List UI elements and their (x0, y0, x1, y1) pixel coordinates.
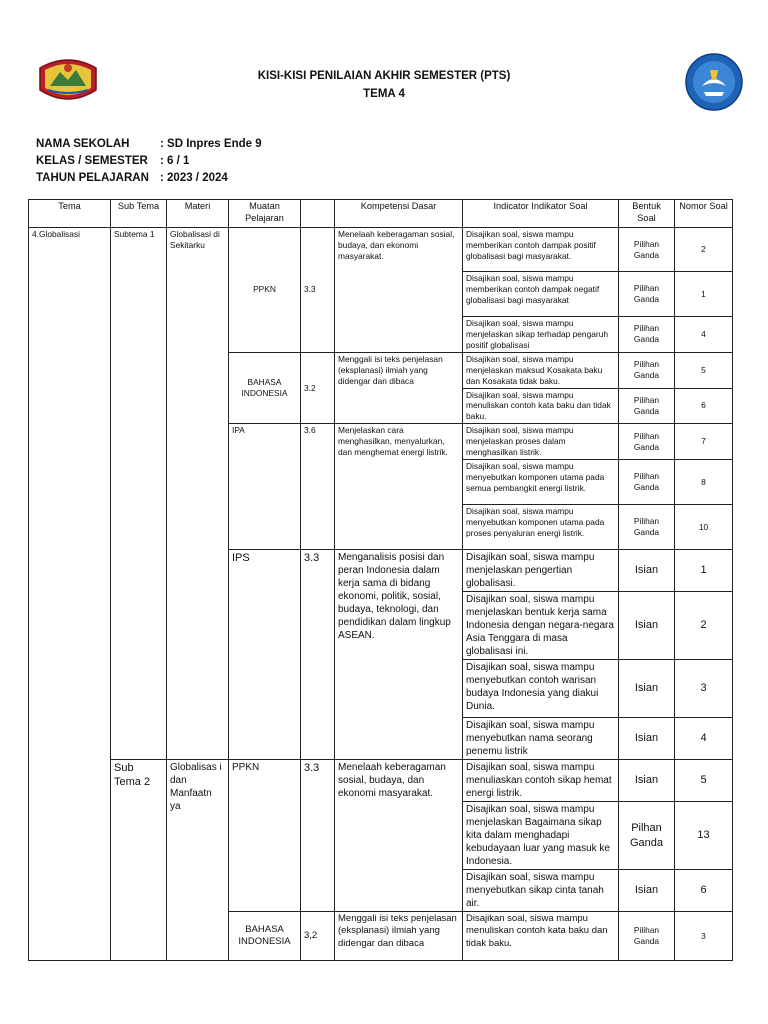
table-row (29, 760, 733, 802)
muatan-cell: IPS (229, 550, 301, 760)
col-header-indikator: Indicator Indikator Soal (463, 200, 619, 228)
nomor-cell: 8 (675, 460, 733, 505)
info-value: : 6 / 1 (160, 155, 190, 167)
nomor-cell: 6 (675, 388, 733, 424)
nomor-cell: 1 (675, 272, 733, 317)
bentuk-cell: Pilihan Ganda (619, 228, 675, 272)
bentuk-cell: Pilihan Ganda (619, 352, 675, 388)
nomor-cell: 5 (675, 760, 733, 802)
nomor-cell: 1 (675, 550, 733, 592)
bentuk-cell: Pilihan Ganda (619, 388, 675, 424)
nomor-cell: 6 (675, 870, 733, 912)
muatan-cell: IPA (229, 424, 301, 550)
col-header-kompetensi: Kompetensi Dasar (335, 200, 463, 228)
nomor-cell: 7 (675, 424, 733, 460)
kompetensi-cell: Menelaah keberagaman sosial, budaya, dan ekonomi masyarakat. (335, 228, 463, 353)
indikator-cell: Disajikan soal, siswa mampu menjelaskan sikap terhadap pengaruh positif globalisasi (463, 317, 619, 353)
nomor-cell: 3 (675, 660, 733, 718)
kompetensi-cell: Menjelaskan cara menghasilkan, menyalurkan, dan menghemat energi listrik. (335, 424, 463, 550)
col-header-kd-no (301, 200, 335, 228)
indikator-cell: Disajikan soal, siswa mampu menuliaskan contoh sikap hemat energi listrik. (463, 760, 619, 802)
bentuk-cell: Isian (619, 660, 675, 718)
bentuk-cell: Pilihan Ganda (619, 505, 675, 550)
indikator-cell: Disajikan soal, siswa mampu menuliskan contoh kata baku dan tidak baku. (463, 912, 619, 961)
kd-number-cell: 3,2 (301, 912, 335, 961)
nomor-cell: 2 (675, 228, 733, 272)
info-school (36, 138, 262, 150)
indikator-cell: Disajikan soal, siswa mampu menjelaskan maksud Kosakata baku dan Kosakata tidak baku. (463, 352, 619, 388)
bentuk-cell: Isian (619, 550, 675, 592)
nomor-cell: 13 (675, 802, 733, 870)
indikator-cell: Disajikan soal, siswa mampu menyebutkan komponen utama pada semua pembangkit energi listrik. (463, 460, 619, 505)
muatan-cell: BAHASA INDONESIA (229, 912, 301, 961)
bentuk-cell: Pilihan Ganda (619, 424, 675, 460)
muatan-cell: PPKN (229, 760, 301, 912)
bentuk-cell: Pilihan Ganda (619, 460, 675, 505)
bentuk-cell: Isian (619, 760, 675, 802)
indikator-cell: Disajikan soal, siswa mampu menjelaskan Bagaimana sikap kita dalam menghadapi kebudayaan luar yang masuk ke Indonesia. (463, 802, 619, 870)
nomor-cell: 4 (675, 718, 733, 760)
bentuk-cell: Isian (619, 870, 675, 912)
indikator-cell: Disajikan soal, siswa mampu memberikan contoh dampak negatif globalisasi bagi masyarakat (463, 272, 619, 317)
info-label: NAMA SEKOLAH (36, 138, 130, 150)
nomor-cell: 2 (675, 592, 733, 660)
indikator-cell: Disajikan soal, siswa mampu menyebutkan contoh warisan budaya Indonesia yang diakui Dunia. (463, 660, 619, 718)
nomor-cell: 5 (675, 352, 733, 388)
nomor-cell: 3 (675, 912, 733, 961)
bentuk-cell: Pilihan Ganda (619, 912, 675, 961)
kisi-kisi-table (28, 199, 733, 961)
indikator-cell: Disajikan soal, siswa mampu menjelaskan bentuk kerja sama Indonesia dengan negara-negara Asia Tenggara di masa globalisasi ini. (463, 592, 619, 660)
indikator-cell: Disajikan soal, siswa mampu menyebutkan nama seorang penemu listrik (463, 718, 619, 760)
document-title: KISI-KISI PENILAIAN AKHIR SEMESTER (PTS) (257, 70, 511, 82)
bentuk-cell: Pilhan Ganda (619, 802, 675, 870)
col-header-bentuk: Bentuk Soal (619, 200, 675, 228)
subtema-cell: Subtema 1 (111, 228, 167, 760)
table-row (29, 228, 733, 272)
info-year (36, 172, 228, 184)
info-label: TAHUN PELAJARAN (36, 172, 149, 184)
table-header-row (29, 200, 733, 228)
bentuk-cell: Pilihan Ganda (619, 317, 675, 353)
nomor-cell: 10 (675, 505, 733, 550)
indikator-cell: Disajikan soal, siswa mampu menuliskan contoh kata baku dan tidak baku. (463, 388, 619, 424)
indikator-cell: Disajikan soal, siswa mampu menjelaskan pengertian globalisasi. (463, 550, 619, 592)
kd-number-cell: 3.3 (301, 760, 335, 912)
kompetensi-cell: Menggali isi teks penjelasan (eksplanasi) ilmiah yang didengar dan dibaca (335, 352, 463, 424)
col-header-nomor: Nomor Soal (675, 200, 733, 228)
info-label: KELAS / SEMESTER (36, 155, 148, 167)
kompetensi-cell: Menganalisis posisi dan peran Indonesia dalam kerja sama di bidang ekonomi, politik, sosial, budaya, teknologi, dan pendidikan dalam lingkup ASEAN. (335, 550, 463, 760)
nomor-cell: 4 (675, 317, 733, 353)
indikator-cell: Disajikan soal, siswa mampu menyebutkan komponen utama pada proses penyaluran energi listrik. (463, 505, 619, 550)
kd-number-cell: 3.6 (301, 424, 335, 550)
document-subtitle: TEMA 4 (363, 88, 405, 100)
kompetensi-cell: Menelaah keberagaman sosial, budaya, dan ekonomi masyarakat. (335, 760, 463, 912)
tema-cell: 4.Globalisasi (29, 228, 111, 961)
indikator-cell: Disajikan soal, siswa mampu memberikan contoh dampak positif globalisasi bagi masyarakat. (463, 228, 619, 272)
col-header-materi: Materi (167, 200, 229, 228)
materi-cell: Globalisasi di Sekitarku (167, 228, 229, 760)
kompetensi-cell: Menggali isi teks penjelasan (eksplanasi) ilmiah yang didengar dan dibaca (335, 912, 463, 961)
tut-wuri-handayani-logo (684, 52, 744, 112)
muatan-cell: PPKN (229, 228, 301, 353)
col-header-tema: Tema (29, 200, 111, 228)
materi-cell: Globalisas i dan Manfaatn ya (167, 760, 229, 961)
kd-number-cell: 3.3 (301, 550, 335, 760)
info-value: : SD Inpres Ende 9 (160, 138, 262, 150)
col-header-muatan: Muatan Pelajaran (229, 200, 301, 228)
indikator-cell: Disajikan soal, siswa mampu menjelaskan proses dalam menghasilkan listrik. (463, 424, 619, 460)
kd-number-cell: 3.2 (301, 352, 335, 424)
bentuk-cell: Isian (619, 592, 675, 660)
muatan-cell: BAHASA INDONESIA (229, 352, 301, 424)
subtema-cell: Sub Tema 2 (111, 760, 167, 961)
info-class (36, 155, 189, 167)
bentuk-cell: Pilihan Ganda (619, 272, 675, 317)
kd-number-cell: 3.3 (301, 228, 335, 353)
bentuk-cell: Isian (619, 718, 675, 760)
col-header-subtema: Sub Tema (111, 200, 167, 228)
info-value: : 2023 / 2024 (160, 172, 228, 184)
indikator-cell: Disajikan soal, siswa mampu menyebutkan sikap cinta tanah air. (463, 870, 619, 912)
